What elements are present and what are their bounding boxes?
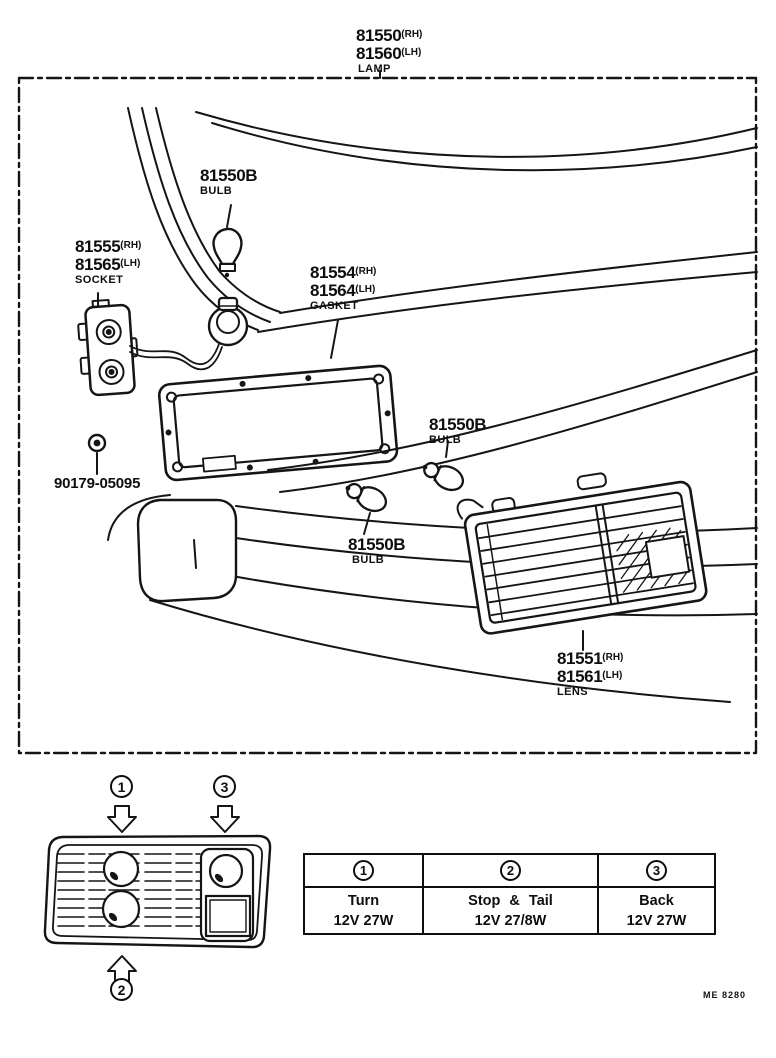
part-name: LAMP: [358, 63, 391, 75]
spec-cell-back: [599, 888, 714, 933]
label-screw: [54, 476, 140, 492]
callout-2-badge: 2: [110, 978, 133, 1001]
callout-1-header-badge: 1: [353, 860, 374, 881]
lens-drawing: [456, 460, 708, 636]
part-name: LENS: [557, 686, 588, 698]
part-number: 81550B: [348, 535, 406, 554]
label-lamp: [356, 27, 422, 75]
spec-cell-stop-tail: [424, 888, 599, 933]
part-suffix: (LH): [602, 670, 623, 681]
spec-header-1: [305, 855, 424, 888]
part-name: SOCKET: [75, 274, 124, 286]
label-socket: [75, 238, 141, 286]
part-name: BULB: [352, 554, 385, 566]
part-suffix: (RH): [602, 652, 624, 663]
callout-2-header-badge: 2: [500, 860, 521, 881]
part-number: 81564: [310, 281, 356, 300]
part-number: 81550B: [200, 166, 258, 185]
part-number: 81550B: [429, 415, 487, 434]
part-suffix: (RH): [355, 266, 377, 277]
arrow-down-1-icon: [108, 806, 136, 832]
spec-header-2: [424, 855, 599, 888]
part-name: BULB: [200, 185, 233, 197]
body-panel-lines: [108, 108, 757, 702]
bulb-function: Stop & Tail: [468, 892, 553, 909]
label-gasket: [310, 264, 376, 312]
part-number: 81561: [557, 667, 603, 686]
bulb-center-drawing: [341, 477, 390, 515]
gasket-drawing: [158, 365, 397, 481]
part-number: 81550: [356, 26, 402, 45]
callout-3-header-badge: 3: [646, 860, 667, 881]
part-number: 90179-05095: [54, 475, 141, 492]
bulb-rating: 12V 27W: [626, 912, 687, 929]
part-number: 81565: [75, 255, 121, 274]
arrow-down-3-icon: [211, 806, 239, 832]
part-name: GASKET: [310, 300, 359, 312]
spec-cell-turn: [305, 888, 424, 933]
socket-wire: [130, 344, 222, 369]
bulb-rating: 12V 27W: [333, 912, 394, 929]
screw-drawing: [89, 435, 105, 451]
part-suffix: (LH): [401, 47, 422, 58]
part-suffix: (LH): [355, 284, 376, 295]
page-code: ME 8280: [703, 990, 747, 1000]
part-suffix: (LH): [120, 258, 141, 269]
callout-3-badge: 3: [213, 775, 236, 798]
bumper-corner-drawing: [138, 500, 236, 601]
part-suffix: (RH): [120, 240, 142, 251]
label-bulb-right: [429, 416, 486, 446]
callout-1-badge: 1: [110, 775, 133, 798]
spec-header-3: [599, 855, 714, 888]
part-number: 81555: [75, 237, 121, 256]
label-bulb-top: [200, 167, 257, 197]
label-bulb-center: [348, 536, 405, 566]
label-lens: [557, 650, 623, 698]
lamp-back-view-drawing: [45, 836, 270, 947]
part-number: 81551: [557, 649, 603, 668]
bulb-function: Turn: [347, 892, 380, 909]
part-suffix: (RH): [401, 29, 423, 40]
bulb-function: Back: [639, 892, 674, 909]
bulb-spec-table: [303, 853, 716, 935]
part-number: 81560: [356, 44, 402, 63]
bulb-rating: 12V 27/8W: [474, 912, 547, 929]
part-name: BULB: [429, 434, 462, 446]
part-number: 81554: [310, 263, 356, 282]
